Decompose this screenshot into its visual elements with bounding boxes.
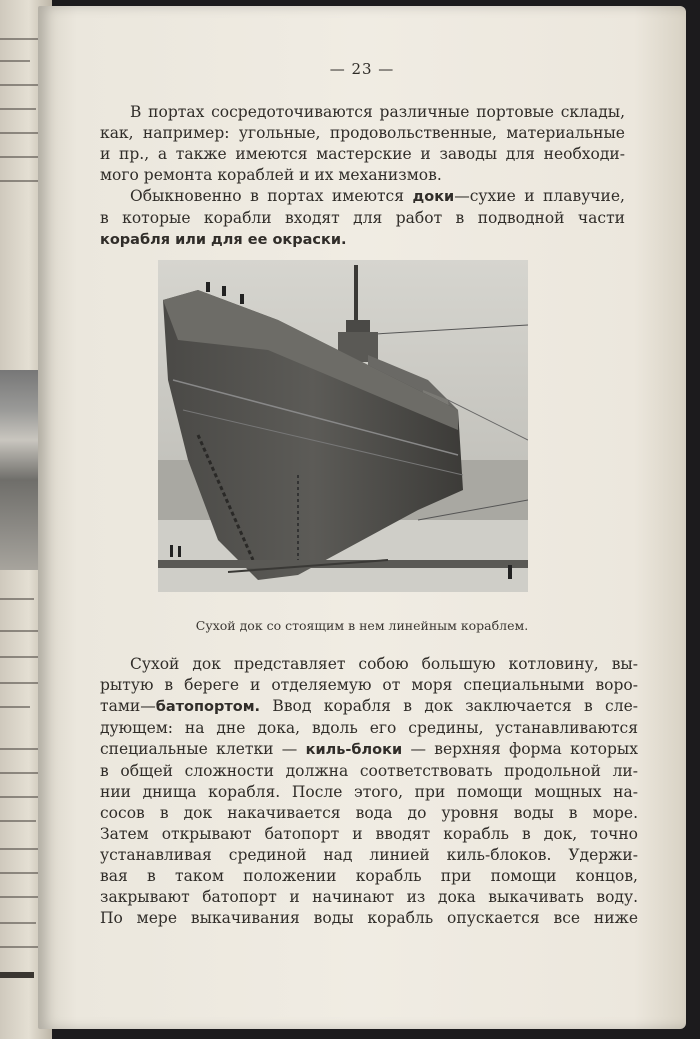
text-line: вая в таком положении корабль при помощи концов, xyxy=(100,867,638,885)
text-line: в общей сложности должна соответствовать продольной ли- xyxy=(100,762,638,780)
text-line: В портах сосредоточиваются различные портовые склады, xyxy=(130,103,625,121)
text-line: дующем: на дне дока, вдоль его средины, устанавливаются xyxy=(100,719,638,737)
photo-caption: Сухой док со стоящим в нем линейным кораблем. xyxy=(195,618,529,633)
text-line: рытую в береге и отделяемую от моря специальными воро- xyxy=(100,676,638,694)
text-line: и пр., а также имеются мастерские и заводы для необходи- xyxy=(100,145,625,163)
text-line: специальные клетки — киль-блоки — верхняя форма которых xyxy=(100,740,638,758)
text-line: Затем открывают батопорт и вводят корабль в док, точно xyxy=(100,825,638,843)
text-line: тами—батопортом. Ввод корабля в док заключается в сле- xyxy=(100,697,638,715)
paragraph-dry-dock xyxy=(100,654,638,929)
text-line: Обыкновенно в портах имеются доки—сухие и плавучие, xyxy=(130,187,625,205)
text-line: корабля или для ее окраски. xyxy=(100,232,347,248)
book-page xyxy=(38,6,686,1029)
dry-dock-photo xyxy=(158,260,528,592)
left-page-photo xyxy=(0,370,42,570)
text-line: устанавливая срединой над линией киль-блоков. Удержи- xyxy=(100,846,638,864)
text-line: в которые корабли входят для работ в подводной части xyxy=(100,209,625,227)
text-line: По мере выкачивания воды корабль опускается все ниже xyxy=(100,909,638,927)
text-line: сосов в док накачивается вода до уровня воды в море. xyxy=(100,804,638,822)
text-line: мого ремонта кораблей и их механизмов. xyxy=(100,166,442,184)
paragraph-ports xyxy=(100,102,625,251)
term-docks: доки xyxy=(412,189,455,205)
text-line: Сухой док представляет собою большую котловину, вы- xyxy=(130,655,638,673)
page-number: — 23 — xyxy=(329,60,395,78)
text-line: нии днища корабля. После этого, при помощи мощных на- xyxy=(100,783,638,801)
term-keel-blocks: киль-блоки xyxy=(305,742,403,758)
text-line: как, например: угольные, продовольственные, материальные xyxy=(100,124,625,142)
text-line: закрывают батопорт и начинают из дока выкачивать воду. xyxy=(100,888,638,906)
term-batoport: батопортом. xyxy=(155,699,261,715)
